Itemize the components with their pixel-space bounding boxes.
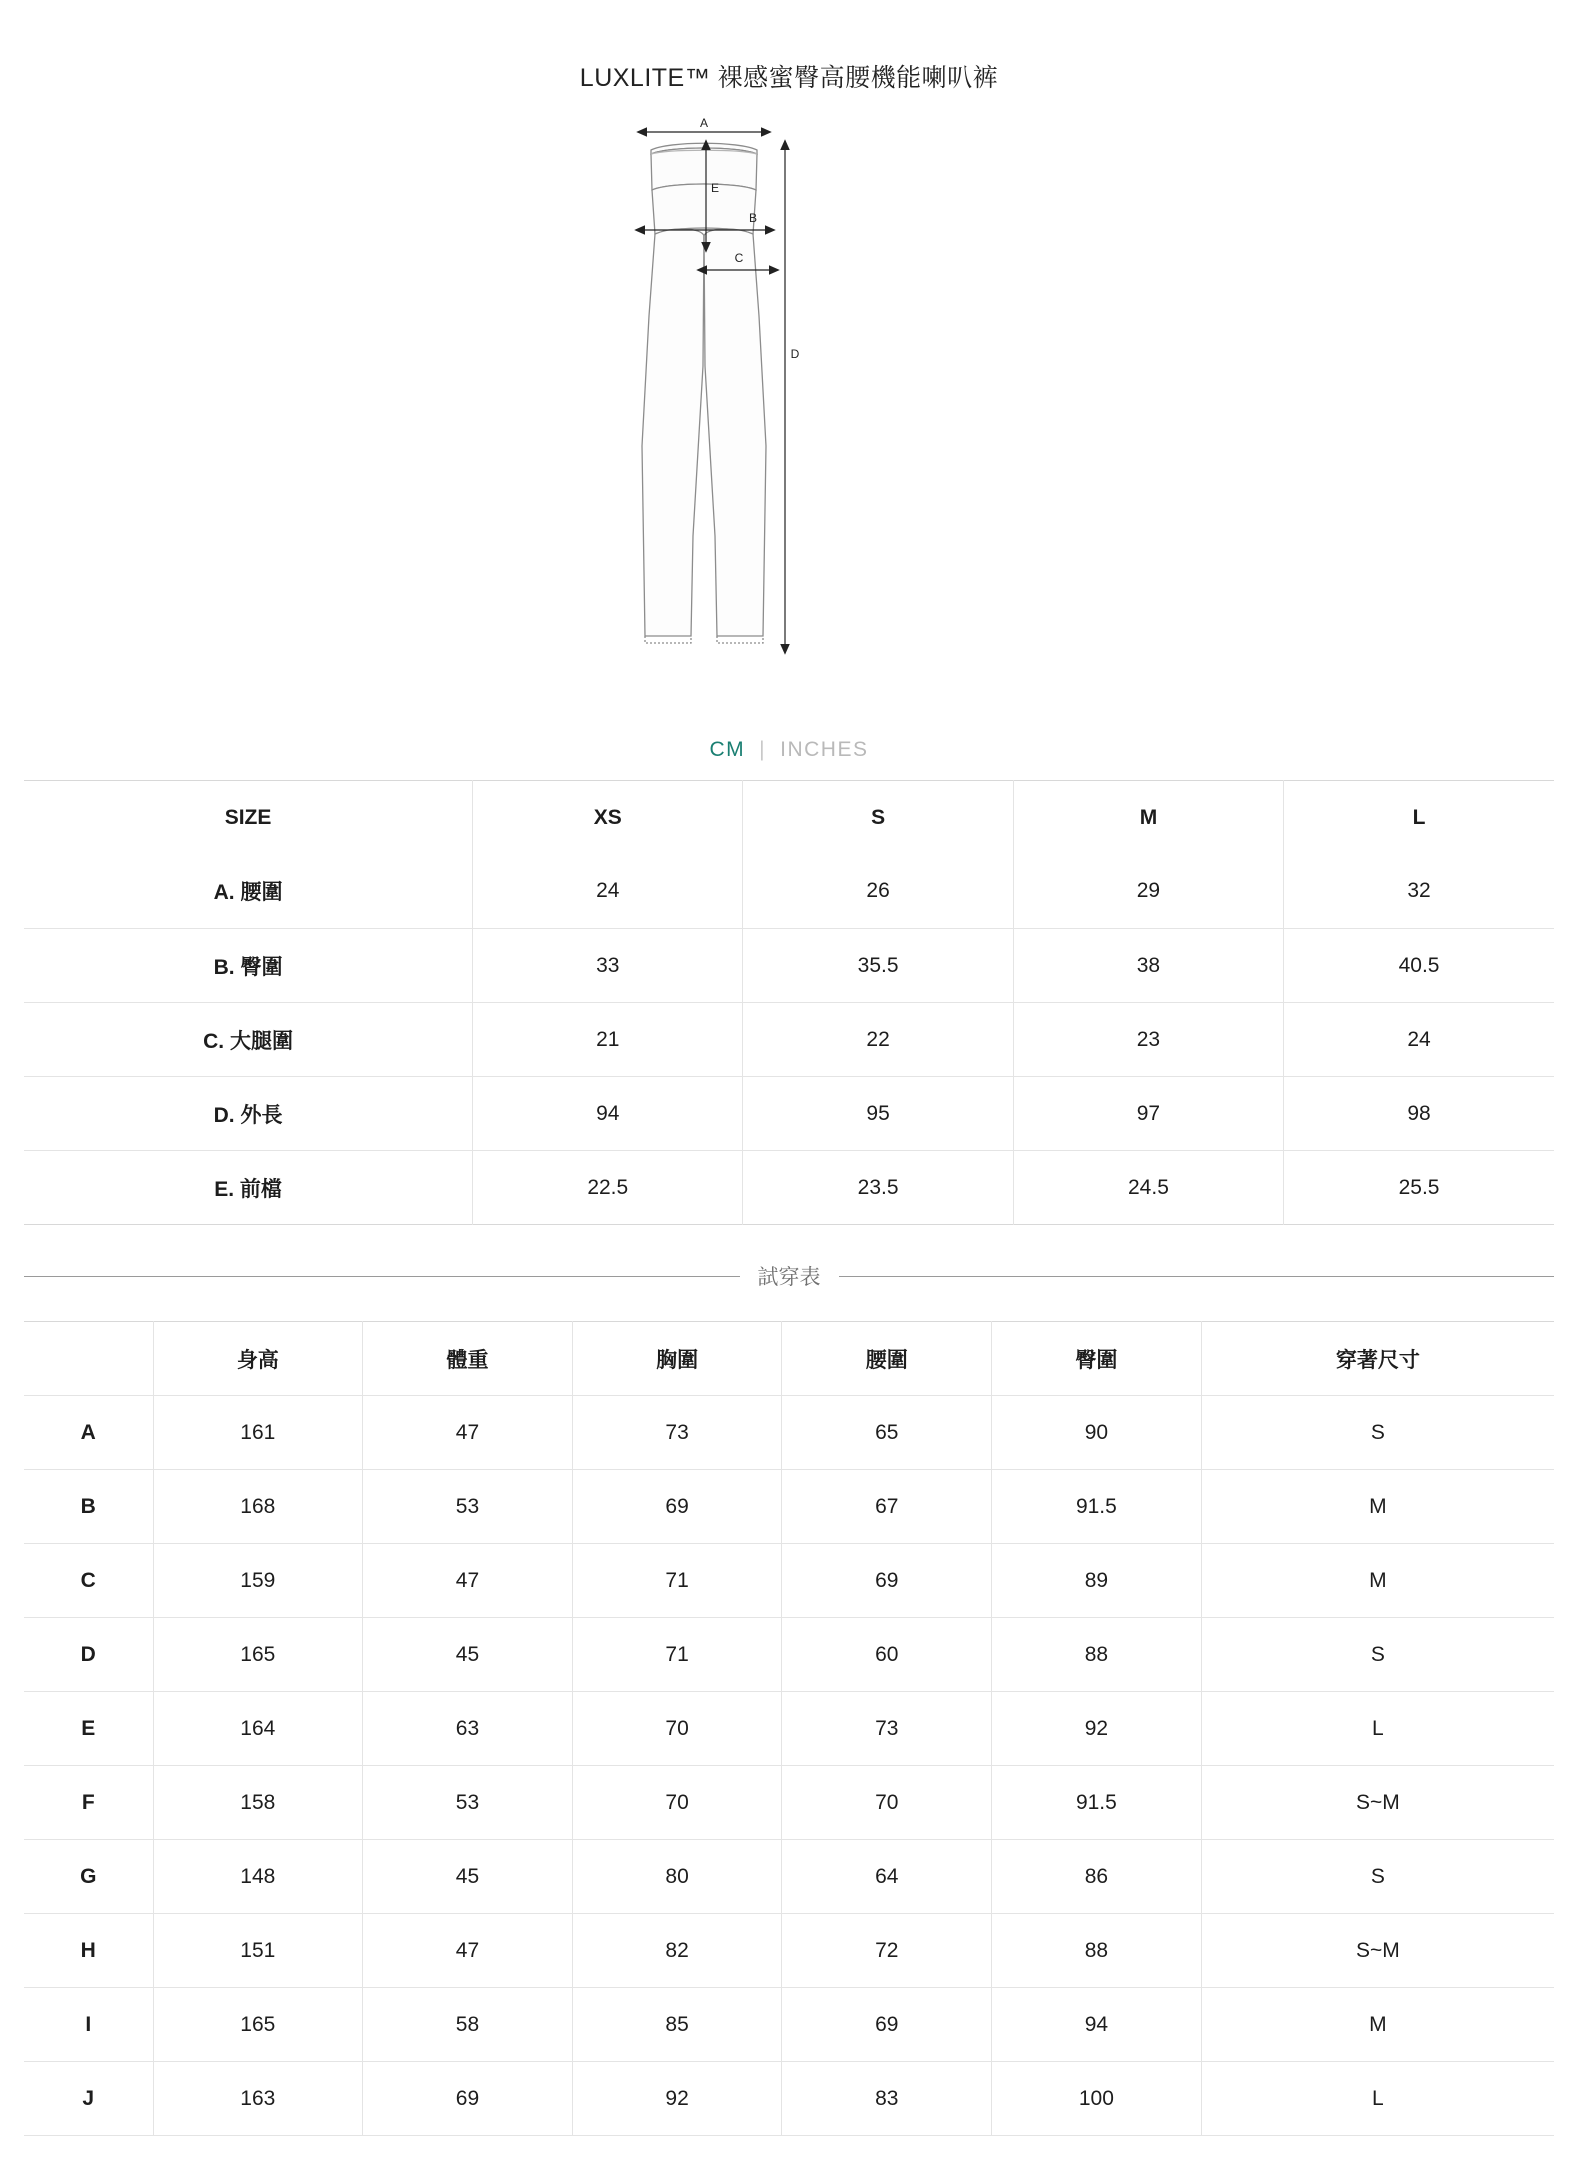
cell-thigh-s: 22 [743, 1003, 1013, 1077]
cell-outseam-l: 98 [1284, 1077, 1554, 1151]
fit-cell-bust: 71 [572, 1544, 782, 1618]
divider-line-left [24, 1276, 740, 1277]
fit-cell-height: 148 [153, 1840, 363, 1914]
table-row [24, 1840, 1554, 1914]
fit-cell-weight: 69 [363, 2062, 573, 2136]
cell-waist-s: 26 [743, 855, 1013, 929]
measure-c-label: C [734, 251, 744, 265]
table-row [24, 1470, 1554, 1544]
fit-header-blank [24, 1322, 153, 1396]
table-header-row [24, 1322, 1554, 1396]
table-row [24, 929, 1554, 1003]
row-label-rise: E. 前檔 [24, 1151, 473, 1225]
fit-cell-weight: 47 [363, 1914, 573, 1988]
size-header-s: S [743, 781, 1013, 855]
fit-cell-size-worn: S~M [1201, 1766, 1554, 1840]
fit-cell-waist: 64 [782, 1840, 992, 1914]
fit-cell-weight: 53 [363, 1766, 573, 1840]
size-header-m: M [1013, 781, 1283, 855]
table-row [24, 1003, 1554, 1077]
fit-cell-bust: 69 [572, 1470, 782, 1544]
fit-cell-size-worn: S [1201, 1618, 1554, 1692]
unit-separator: | [759, 738, 767, 761]
fit-header-hip: 臀圍 [992, 1322, 1202, 1396]
pants-outline [642, 143, 766, 643]
fit-cell-size-worn: M [1201, 1988, 1554, 2062]
cell-thigh-m: 23 [1013, 1003, 1283, 1077]
table-header-row [24, 781, 1554, 855]
unit-cm[interactable]: CM [709, 738, 746, 761]
table-row [24, 1618, 1554, 1692]
cell-rise-l: 25.5 [1398, 1175, 1440, 1199]
fit-cell-height: 151 [153, 1914, 363, 1988]
table-row [24, 1914, 1554, 1988]
fit-cell-height: 163 [153, 2062, 363, 2136]
fit-cell-waist: 70 [782, 1766, 992, 1840]
fit-cell-bust: 92 [572, 2062, 782, 2136]
fit-cell-waist: 60 [782, 1618, 992, 1692]
fit-cell-hip: 88 [992, 1618, 1202, 1692]
pants-measurement-diagram [629, 116, 949, 736]
fit-row-label: C [24, 1544, 153, 1618]
cell-rise-s: 23.5 [743, 1151, 1013, 1225]
cell-outseam-s: 95 [743, 1077, 1013, 1151]
row-label-outseam: D. 外長 [24, 1077, 473, 1151]
row-label-waist: A. 腰圍 [24, 855, 473, 929]
fit-cell-hip: 92 [992, 1692, 1202, 1766]
fit-model-table [24, 1321, 1554, 2136]
fit-cell-weight: 53 [363, 1470, 573, 1544]
fit-cell-bust: 82 [572, 1914, 782, 1988]
measure-a [647, 116, 761, 132]
fit-header-height: 身高 [153, 1322, 363, 1396]
cell-hip-l: 40.5 [1284, 929, 1554, 1003]
fit-cell-height: 164 [153, 1692, 363, 1766]
fit-header-weight: 體重 [363, 1322, 573, 1396]
fit-section-divider [24, 1261, 1554, 1291]
cell-hip-m: 38 [1013, 929, 1283, 1003]
fit-cell-bust: 85 [572, 1988, 782, 2062]
fit-cell-size-worn: L [1201, 2062, 1554, 2136]
fit-cell-hip: 94 [992, 1988, 1202, 2062]
cell-waist-m: 29 [1013, 855, 1283, 929]
table-row [24, 1692, 1554, 1766]
row-label-hip: B. 臀圍 [24, 929, 473, 1003]
cell-rise-xs: 22.5 [473, 1151, 743, 1225]
fit-row-label: D [24, 1618, 153, 1692]
fit-cell-waist: 65 [782, 1396, 992, 1470]
fit-cell-weight: 45 [363, 1840, 573, 1914]
fit-cell-hip: 88 [992, 1914, 1202, 1988]
fit-cell-size-worn: M [1201, 1544, 1554, 1618]
fit-cell-waist: 67 [782, 1470, 992, 1544]
measure-d-label: D [790, 347, 800, 361]
fit-cell-height: 159 [153, 1544, 363, 1618]
table-row [24, 1396, 1554, 1470]
fit-cell-hip: 91.5 [992, 1470, 1202, 1544]
fit-cell-weight: 45 [363, 1618, 573, 1692]
fit-cell-bust: 70 [572, 1766, 782, 1840]
table-row [24, 1151, 1554, 1225]
fit-cell-height: 168 [153, 1470, 363, 1544]
fit-row-label: B [24, 1470, 153, 1544]
table-row [24, 1544, 1554, 1618]
fit-cell-bust: 73 [572, 1396, 782, 1470]
fit-cell-waist: 73 [782, 1692, 992, 1766]
unit-inches[interactable]: INCHES [780, 738, 869, 761]
measure-b-label: B [748, 211, 758, 225]
fit-cell-weight: 47 [363, 1544, 573, 1618]
fit-header-size-worn: 穿著尺寸 [1201, 1322, 1554, 1396]
fit-cell-weight: 47 [363, 1396, 573, 1470]
fit-cell-hip: 86 [992, 1840, 1202, 1914]
size-header-xs: XS [473, 781, 743, 855]
fit-cell-bust: 71 [572, 1618, 782, 1692]
fit-row-label: F [24, 1766, 153, 1840]
fit-row-label: H [24, 1914, 153, 1988]
fit-cell-waist: 69 [782, 1988, 992, 2062]
cell-outseam-xs: 94 [473, 1077, 743, 1151]
unit-toggle[interactable] [0, 738, 1578, 762]
fit-cell-height: 165 [153, 1988, 363, 2062]
page-title: LUXLITE™ 裸感蜜臀高腰機能喇叭裤 [579, 64, 999, 92]
fit-row-label: E [24, 1692, 153, 1766]
cell-outseam-m: 97 [1013, 1077, 1283, 1151]
cell-hip-xs: 33 [473, 929, 743, 1003]
cell-waist-l: 32 [1284, 855, 1554, 929]
fit-cell-weight: 58 [363, 1988, 573, 2062]
fit-row-label: J [24, 2062, 153, 2136]
fit-row-label: I [24, 1988, 153, 2062]
fit-cell-size-worn: S [1201, 1840, 1554, 1914]
fit-cell-size-worn: M [1201, 1470, 1554, 1544]
fit-cell-hip: 91.5 [992, 1766, 1202, 1840]
row-label-thigh: C. 大腿圍 [24, 1003, 473, 1077]
cell-thigh-xs: 21 [473, 1003, 743, 1077]
fit-cell-size-worn: L [1201, 1692, 1554, 1766]
size-header-label: SIZE [24, 781, 473, 855]
table-row [24, 855, 1554, 929]
measure-e-label: E [710, 181, 720, 195]
fit-cell-hip: 89 [992, 1544, 1202, 1618]
fit-cell-bust: 70 [572, 1692, 782, 1766]
table-row [24, 2062, 1554, 2136]
cell-waist-xs: 24 [473, 855, 743, 929]
fit-row-label: A [24, 1396, 153, 1470]
fit-cell-size-worn: S~M [1201, 1914, 1554, 1988]
fit-row-label: G [24, 1840, 153, 1914]
measure-d [785, 150, 800, 644]
cell-thigh-l: 24 [1284, 1003, 1554, 1077]
fit-cell-hip: 90 [992, 1396, 1202, 1470]
divider-caption: 試穿表 [757, 1266, 821, 1289]
measure-a-label: A [699, 116, 709, 130]
table-row [24, 1766, 1554, 1840]
divider-line-right [839, 1276, 1555, 1277]
cell-hip-s: 35.5 [743, 929, 1013, 1003]
fit-cell-height: 161 [153, 1396, 363, 1470]
fit-cell-bust: 80 [572, 1840, 782, 1914]
fit-header-waist: 腰圍 [782, 1322, 992, 1396]
product-diagram-container [0, 116, 1578, 736]
fit-cell-weight: 63 [363, 1692, 573, 1766]
fit-header-bust: 胸圍 [572, 1322, 782, 1396]
fit-cell-height: 165 [153, 1618, 363, 1692]
size-header-l: L [1412, 805, 1426, 829]
fit-cell-height: 158 [153, 1766, 363, 1840]
fit-cell-waist: 69 [782, 1544, 992, 1618]
fit-cell-waist: 72 [782, 1914, 992, 1988]
size-chart-table [24, 780, 1554, 1225]
fit-cell-hip: 100 [992, 2062, 1202, 2136]
table-row [24, 1988, 1554, 2062]
table-row [24, 1077, 1554, 1151]
fit-cell-size-worn: S [1201, 1396, 1554, 1470]
fit-cell-waist: 83 [782, 2062, 992, 2136]
cell-rise-m: 24.5 [1013, 1151, 1283, 1225]
